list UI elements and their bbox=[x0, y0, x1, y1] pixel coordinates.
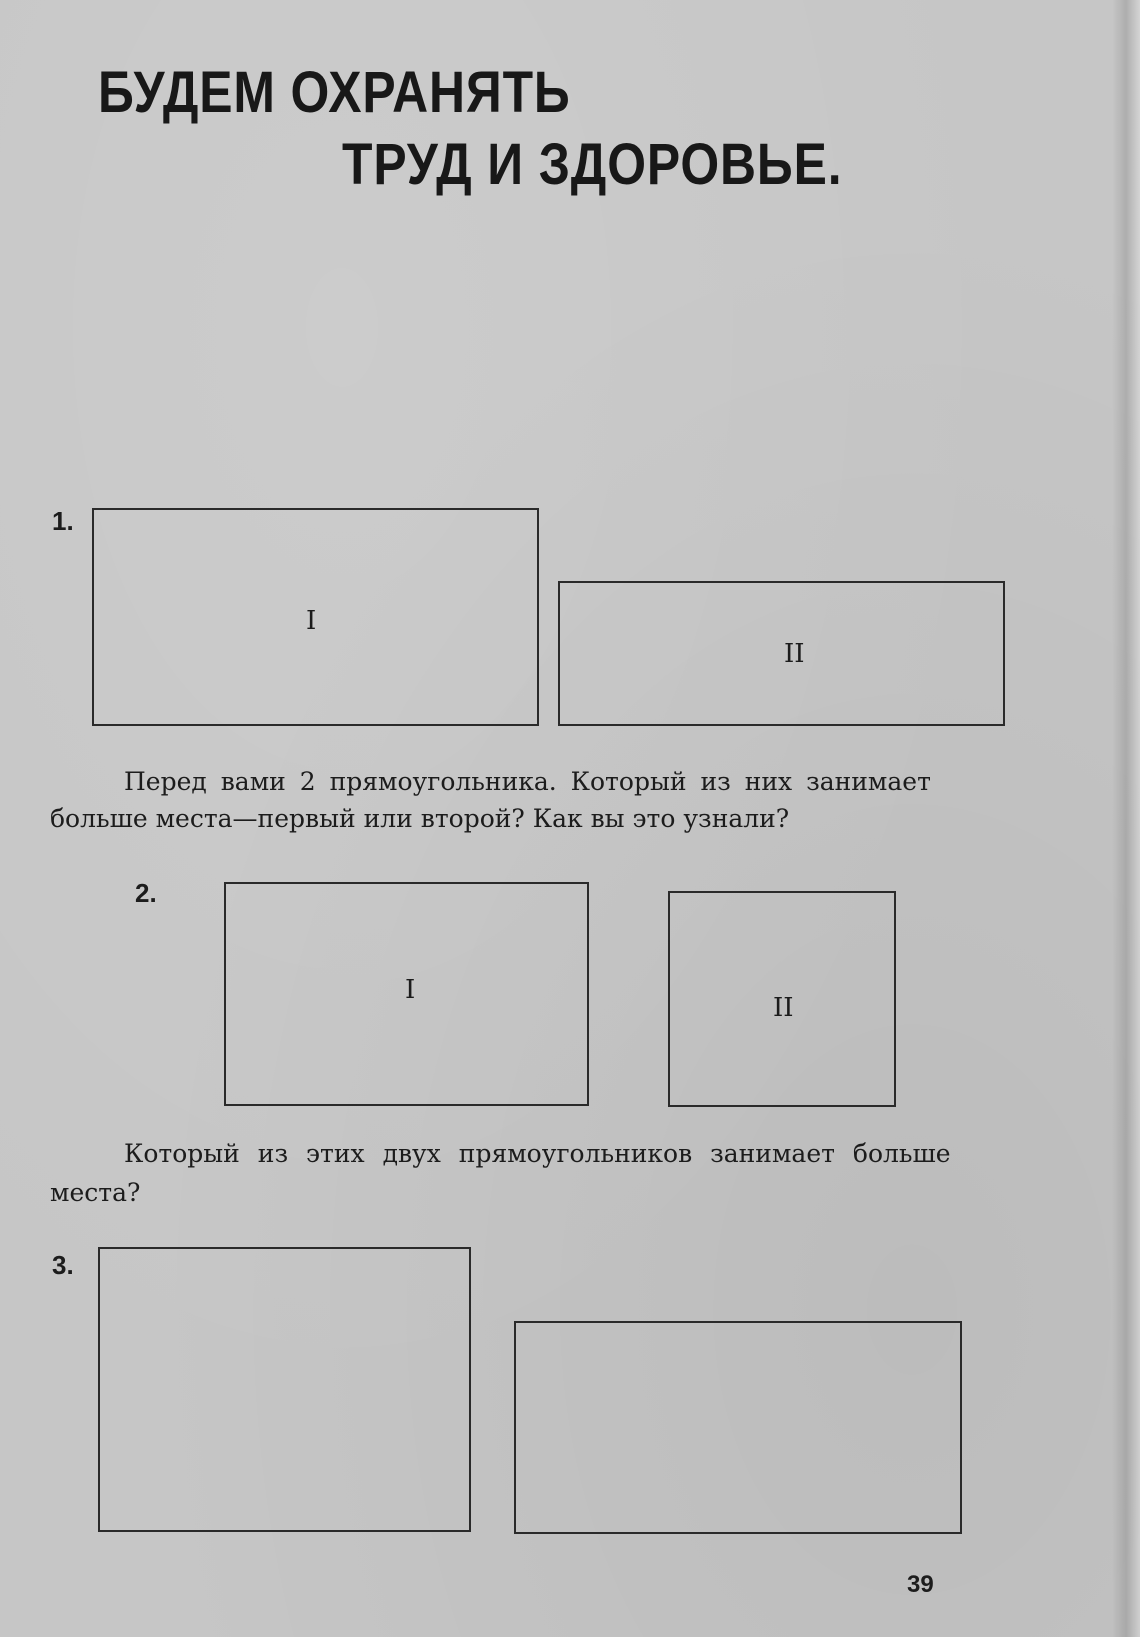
exercise-3-rectangle-first bbox=[98, 1247, 471, 1532]
page-edge-shadow bbox=[1112, 0, 1140, 1637]
exercise-1-number: 1. bbox=[52, 506, 74, 536]
exercise-1-rectangle-second-label: II bbox=[784, 639, 805, 669]
exercise-1-rectangle-second bbox=[558, 581, 1005, 726]
exercise-1-rectangle-first-label: I bbox=[306, 606, 317, 636]
exercise-2-question-line-2: места? bbox=[50, 1178, 141, 1207]
exercise-3-number: 3. bbox=[52, 1250, 74, 1280]
exercise-3-rectangle-second bbox=[514, 1321, 962, 1534]
exercise-2-rectangle-first-label: I bbox=[405, 975, 416, 1005]
exercise-1-question-line-2: больше места—первый или второй? Как вы это узнали? bbox=[50, 804, 790, 833]
exercise-2-square-second-label: II bbox=[773, 993, 794, 1023]
page-title-line-2: ТРУД И ЗДОРОВЬЕ. bbox=[342, 132, 843, 197]
exercise-2-square-second bbox=[668, 891, 896, 1107]
exercise-2-question-line-1: Который из этих двух прямоугольников занимает больше bbox=[124, 1139, 951, 1168]
page-title-line-1: БУДЕМ ОХРАНЯТЬ bbox=[98, 60, 571, 125]
exercise-2-number: 2. bbox=[135, 878, 157, 908]
exercise-2-rectangle-first bbox=[224, 882, 589, 1106]
exercise-1-rectangle-first bbox=[92, 508, 539, 726]
exercise-1-question-line-1: Перед вами 2 прямоугольника. Который из них занимает bbox=[124, 767, 931, 796]
page-number: 39 bbox=[907, 1571, 934, 1598]
